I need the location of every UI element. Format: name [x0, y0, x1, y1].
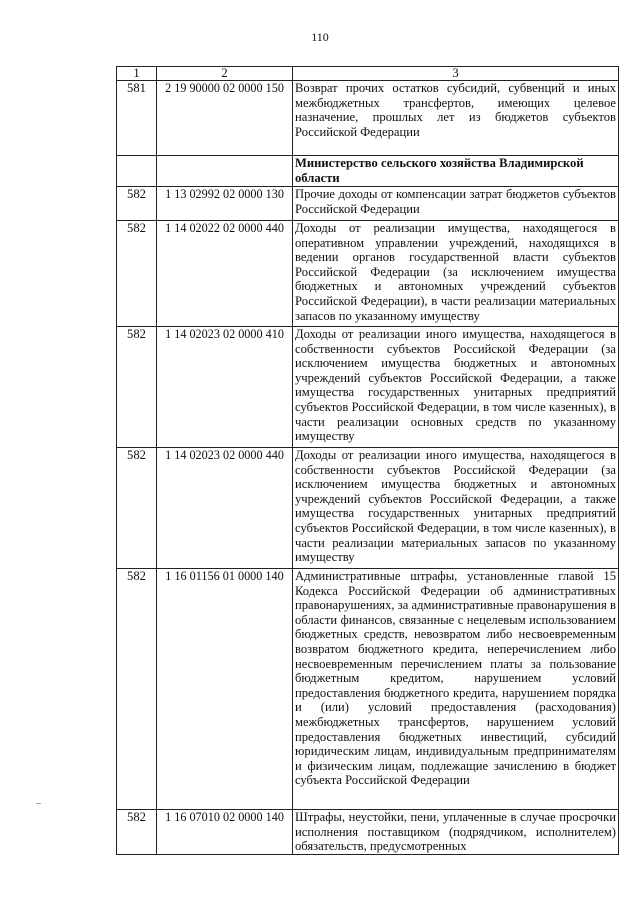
- kbk-code-cell: 1 14 02023 02 0000 410: [157, 327, 293, 448]
- kbk-code-cell: 1 14 02022 02 0000 440: [157, 221, 293, 327]
- table-row-ministry: [117, 156, 619, 187]
- description-cell: Прочие доходы от компенсации затрат бюджетов субъектов Российской Федерации: [293, 187, 619, 221]
- kbk-code-cell: 1 13 02992 02 0000 130: [157, 187, 293, 221]
- kbk-code-cell: 1 14 02023 02 0000 440: [157, 448, 293, 569]
- admin-code-cell: 582: [117, 187, 157, 221]
- revenue-codes-table: [116, 66, 619, 855]
- kbk-code-cell: 2 19 90000 02 0000 150: [157, 81, 293, 156]
- margin-dash: –: [36, 798, 41, 809]
- description-cell: Доходы от реализации иного имущества, находящегося в собственности субъектов Российской Федерации (за исключением имущества бюджетных и автономных учреждений субъектов Российской Федерации, а также имущества государственных унитарных предприятий субъектов Российской Федерации, в том числе казенных), в части реализации основных средств по указанному имуществу: [293, 327, 619, 448]
- page-number: 110: [311, 30, 329, 44]
- ministry-heading: Министерство сельского хозяйства Владимирской области: [293, 156, 619, 187]
- admin-code-cell: [117, 156, 157, 187]
- description-cell: Доходы от реализации иного имущества, находящегося в собственности субъектов Российской Федерации (за исключением имущества бюджетных и автономных учреждений субъектов Российской Федерации, а также имущества государственных унитарных предприятий субъектов Российской Федерации, в том числе казенных), в части реализации материальных запасов по указанному имуществу: [293, 448, 619, 569]
- column-header-1: 1: [117, 67, 157, 81]
- table-row: [117, 448, 619, 569]
- kbk-code-cell: 1 16 01156 01 0000 140: [157, 569, 293, 810]
- kbk-code-cell: 1 16 07010 02 0000 140: [157, 810, 293, 855]
- kbk-code-cell: [157, 156, 293, 187]
- table-header-row: [117, 67, 619, 81]
- description-cell: Административные штрафы, установленные главой 15 Кодекса Российской Федерации об административных правонарушениях, за административные правонарушения в области финансов, связанные с нецелевым использованием бюджетных средств, невозвратом либо несвоевременным возвратом бюджетного кредита, неперечислением либо несвоевременным перечислением платы за пользование бюджетным кредитом, нарушением условий предоставления бюджетного кредита, нарушением порядка и (или) условий предоставления (расходования) межбюджетных трансфертов, нарушением условий предоставления бюджетных инвестиций, субсидий юридическим лицам, индивидуальным предпринимателям и физическим лицам, подлежащие зачислению в бюджет субъекта Российской Федерации: [293, 569, 619, 810]
- table-row: [117, 569, 619, 810]
- column-header-3: 3: [293, 67, 619, 81]
- admin-code-cell: 582: [117, 327, 157, 448]
- table-row: [117, 221, 619, 327]
- admin-code-cell: 582: [117, 221, 157, 327]
- table-row: [117, 810, 619, 855]
- admin-code-cell: 582: [117, 448, 157, 569]
- description-cell: Доходы от реализации имущества, находящегося в оперативном управлении учреждений, находящихся в ведении органов государственной власти субъектов Российской Федерации (за исключением имущества бюджетных и автономных учреждений субъектов Российской Федерации), в части реализации материальных запасов по указанному имуществу: [293, 221, 619, 327]
- admin-code-cell: 581: [117, 81, 157, 156]
- description-cell: Возврат прочих остатков субсидий, субвенций и иных межбюджетных трансфертов, имеющих целевое назначение, прошлых лет из бюджетов субъектов Российской Федерации: [293, 81, 619, 156]
- table-row: [117, 187, 619, 221]
- admin-code-cell: 582: [117, 810, 157, 855]
- description-cell: Штрафы, неустойки, пени, уплаченные в случае просрочки исполнения поставщиком (подрядчиком, исполнителем) обязательств, предусмотренных: [293, 810, 619, 855]
- table-row: [117, 81, 619, 156]
- table-row: [117, 327, 619, 448]
- admin-code-cell: 582: [117, 569, 157, 810]
- column-header-2: 2: [157, 67, 293, 81]
